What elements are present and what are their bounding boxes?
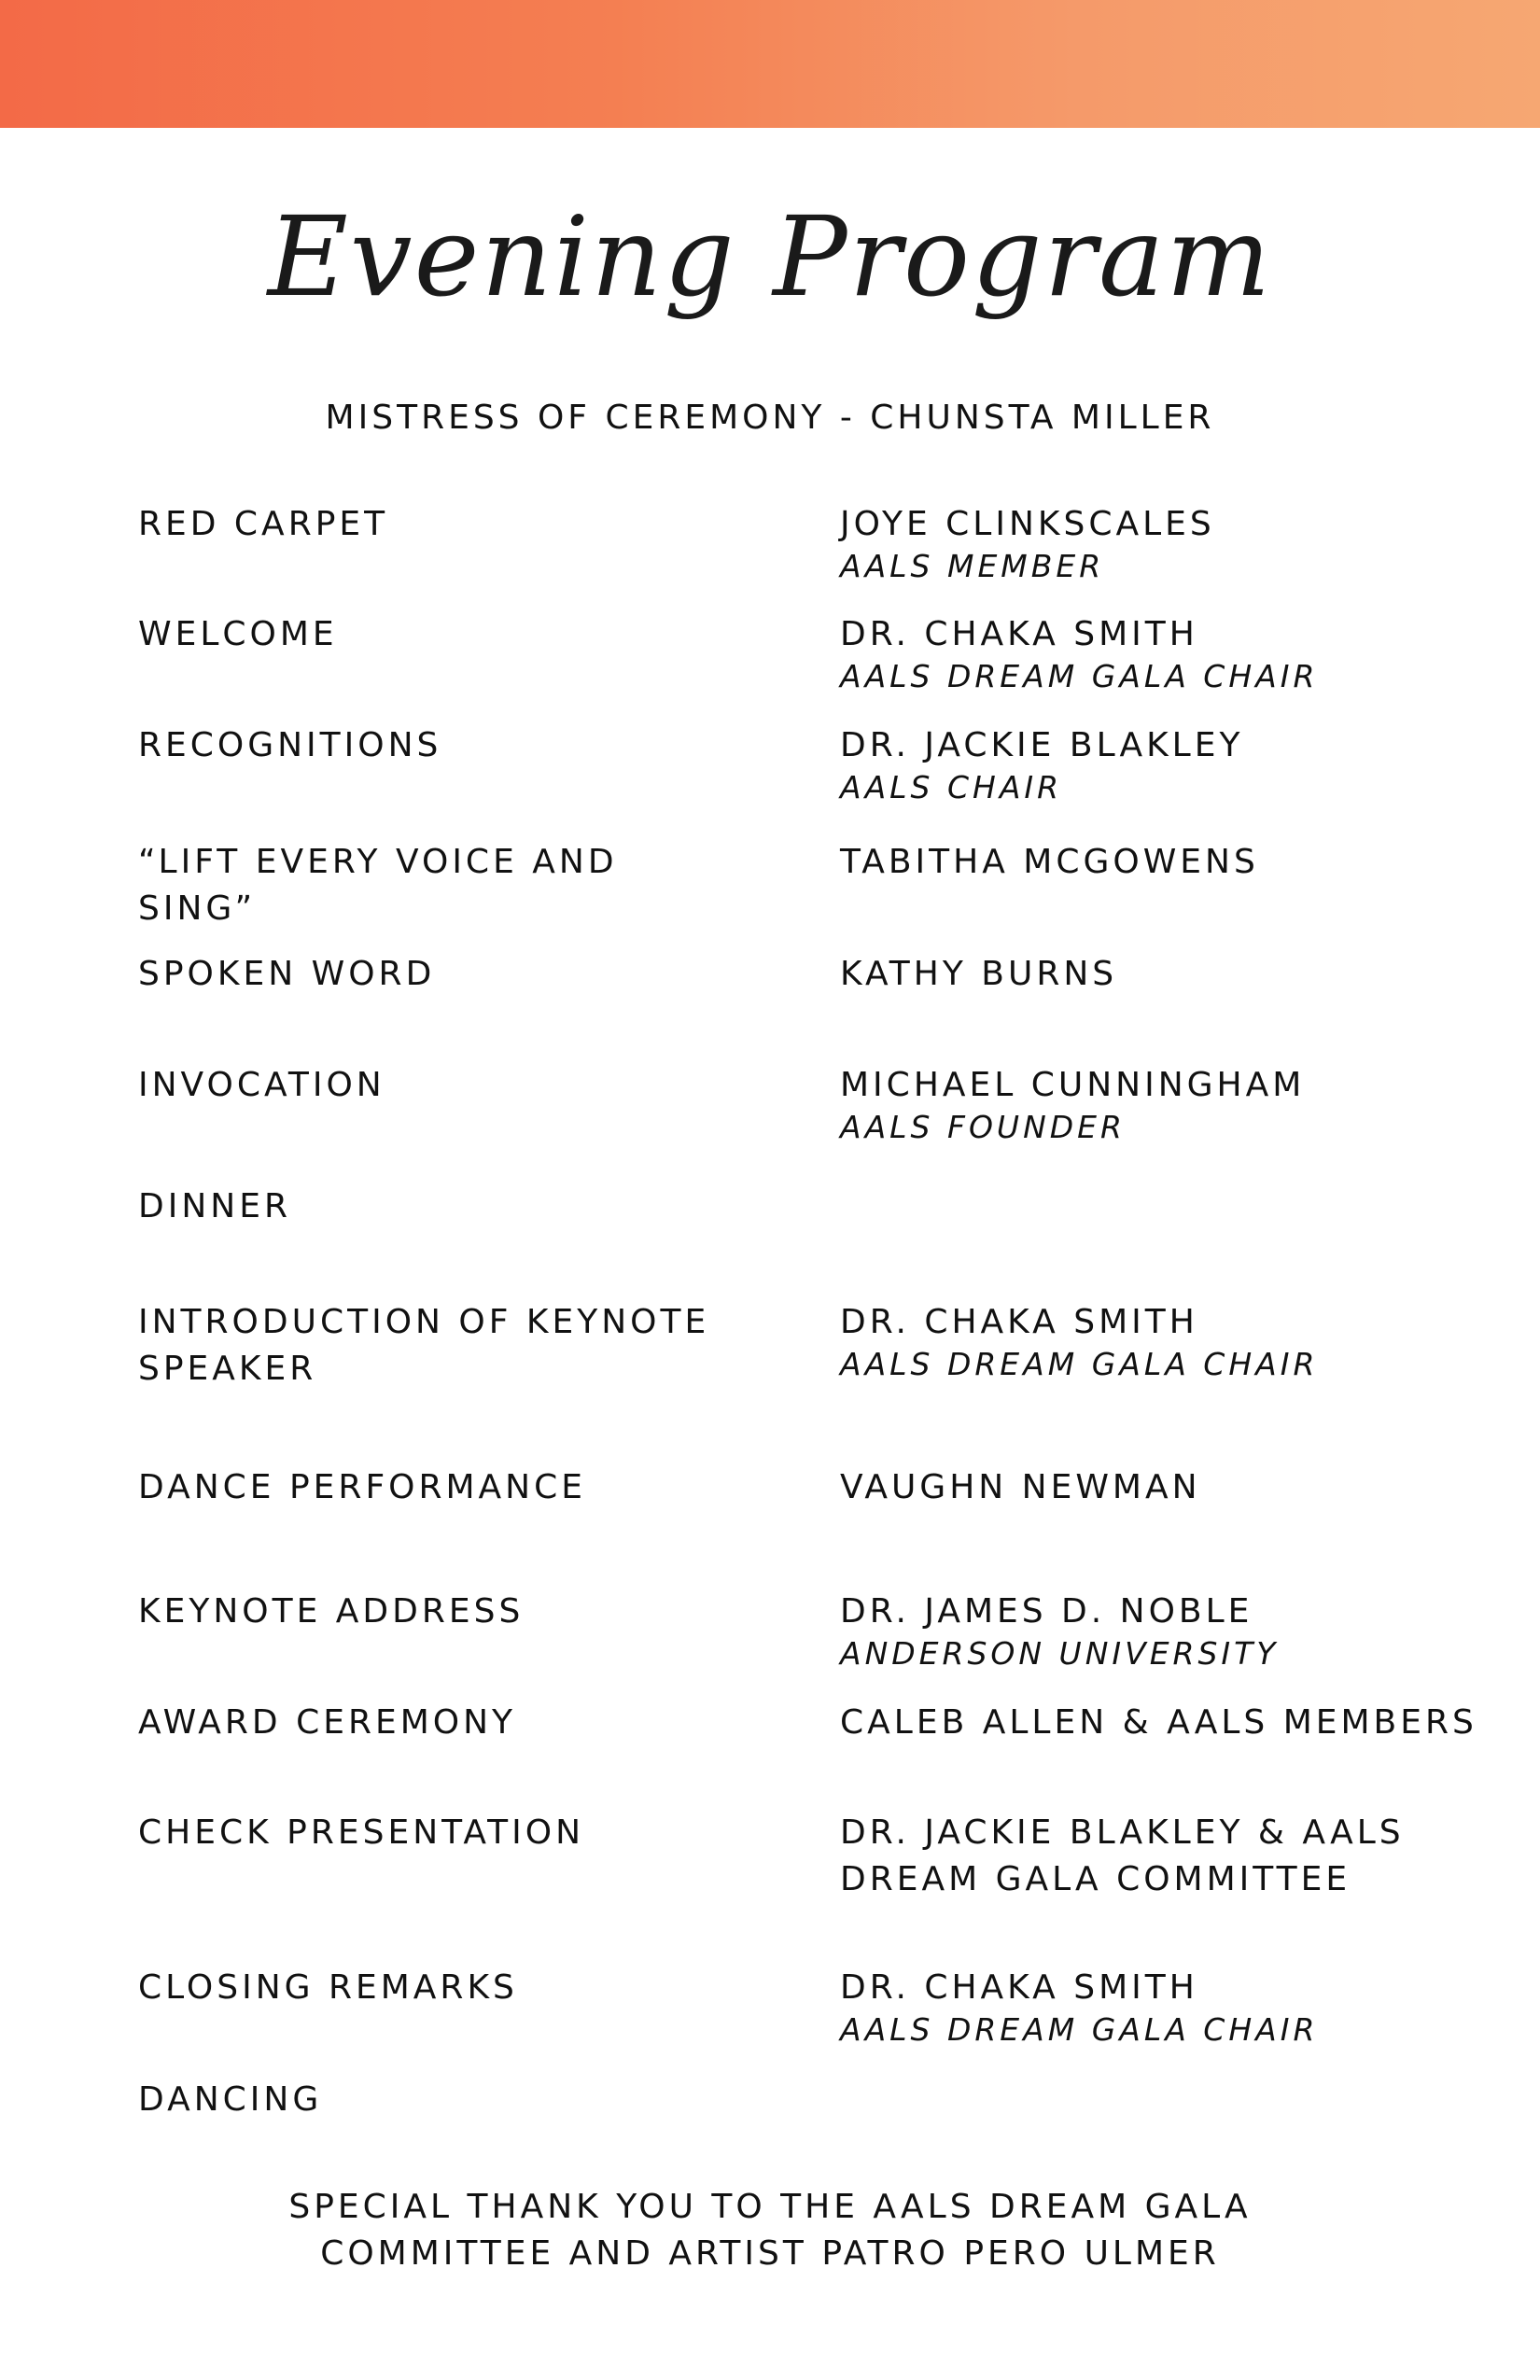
presenter-name: KATHY BURNS [840, 955, 1118, 993]
program-activity: WELCOME [138, 615, 338, 653]
program-presenter [840, 1464, 1512, 1511]
presenter-name: DR. CHAKA SMITH [840, 615, 1198, 653]
footer-line: COMMITTEE AND ARTIST PATRO PERO ULMER [320, 2234, 1220, 2273]
program-presenter [840, 1062, 1512, 1146]
acknowledgement-footer [0, 2184, 1540, 2277]
program-activity: KEYNOTE ADDRESS [138, 1592, 525, 1631]
presenter-role: AALS FOUNDER [840, 1109, 1126, 1145]
program-presenter [840, 501, 1512, 585]
program-activity: DINNER [138, 1187, 291, 1225]
master-of-ceremony-line: MISTRESS OF CEREMONY - CHUNSTA MILLER [325, 399, 1215, 437]
program-activity: SPOKEN WORD [138, 955, 436, 993]
program-activity: DANCE PERFORMANCE [138, 1468, 586, 1506]
program-presenter [840, 1700, 1512, 1746]
presenter-name: TABITHA MCGOWENS [840, 843, 1259, 881]
program-presenter [840, 1810, 1437, 1903]
decorative-header-band [0, 0, 1540, 128]
program-activity: AWARD CEREMONY [138, 1703, 517, 1742]
program-presenter [840, 611, 1512, 695]
program-presenter [840, 951, 1512, 998]
presenter-name: CALEB ALLEN & AALS MEMBERS [840, 1703, 1477, 1742]
presenter-name: DR. JACKIE BLAKLEY [840, 726, 1244, 764]
program-activity: RED CARPET [138, 505, 389, 543]
presenter-name: DR. JAMES D. NOBLE [840, 1592, 1253, 1631]
presenter-name: DR. JACKIE BLAKLEY & AALS DREAM GALA COMMITTEE [840, 1813, 1405, 1898]
presenter-role: AALS DREAM GALA CHAIR [840, 1346, 1319, 1382]
presenter-role: AALS DREAM GALA CHAIR [840, 658, 1319, 694]
program-activity: CHECK PRESENTATION [138, 1813, 585, 1852]
program-presenter [840, 1965, 1512, 2049]
program-activity: INTRODUCTION OF KEYNOTE SPEAKER [138, 1303, 710, 1388]
presenter-name: DR. CHAKA SMITH [840, 1303, 1198, 1341]
program-presenter [840, 1589, 1512, 1673]
presenter-role: AALS CHAIR [840, 769, 1063, 805]
program-presenter [840, 722, 1512, 806]
presenter-name: DR. CHAKA SMITH [840, 1968, 1198, 2007]
program-presenter [840, 1299, 1512, 1383]
presenter-name: MICHAEL CUNNINGHAM [840, 1066, 1306, 1104]
program-activity: INVOCATION [138, 1066, 385, 1104]
program-activity: CLOSING REMARKS [138, 1968, 518, 2007]
program-presenter [840, 839, 1512, 886]
program-activity: RECOGNITIONS [138, 726, 442, 764]
presenter-role: AALS MEMBER [840, 548, 1105, 584]
footer-line: SPECIAL THANK YOU TO THE AALS DREAM GALA [288, 2188, 1252, 2226]
page-title: Evening Program [267, 192, 1273, 321]
presenter-role: ANDERSON UNIVERSITY [840, 1635, 1280, 1672]
presenter-name: VAUGHN NEWMAN [840, 1468, 1201, 1506]
program-activity: “LIFT EVERY VOICE AND SING” [138, 843, 618, 928]
presenter-name: JOYE CLINKSCALES [840, 505, 1215, 543]
program-activity: DANCING [138, 2080, 323, 2119]
presenter-role: AALS DREAM GALA CHAIR [840, 2011, 1319, 2048]
